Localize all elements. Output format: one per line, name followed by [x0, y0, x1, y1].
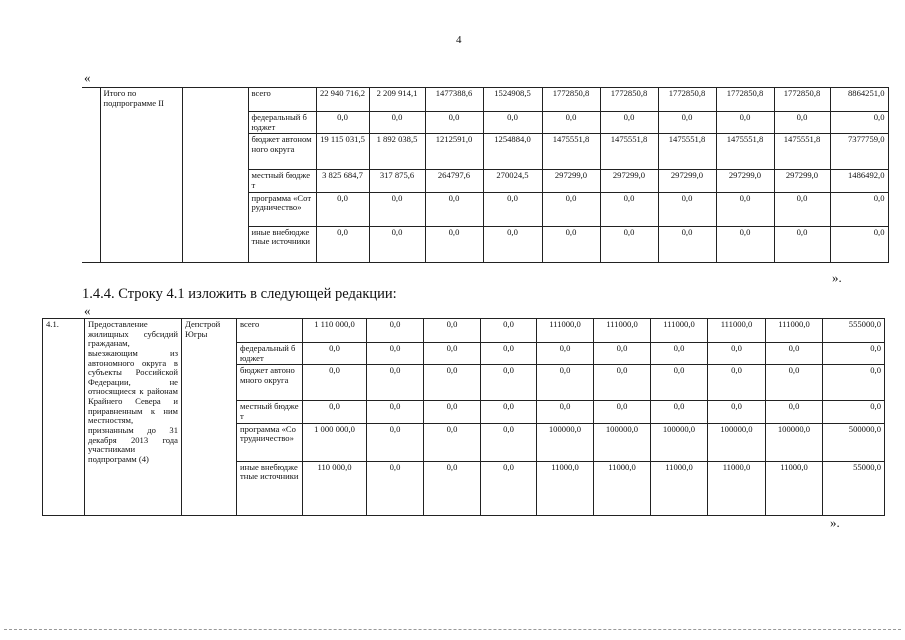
amount-cell: 0,0	[537, 365, 594, 401]
amount-cell: 1 000 000,0	[303, 423, 367, 461]
amount-cell: 0,0	[651, 365, 708, 401]
amount-cell: 0,0	[481, 461, 537, 515]
amount-cell: 0,0	[537, 401, 594, 423]
amount-cell: 0,0	[658, 226, 716, 262]
blank-executor-cell	[182, 88, 248, 263]
amount-cell: 0,0	[658, 192, 716, 226]
amount-cell: 100000,0	[766, 423, 823, 461]
amount-cell: 11000,0	[651, 461, 708, 515]
amount-cell: 0,0	[594, 401, 651, 423]
amount-cell: 0,0	[303, 401, 367, 423]
amount-cell: 0,0	[658, 112, 716, 134]
amount-cell: 0,0	[303, 343, 367, 365]
amount-cell: 0,0	[774, 112, 830, 134]
amount-cell: 0,0	[766, 343, 823, 365]
amount-cell: 0,0	[483, 192, 542, 226]
close-quote-1: ».	[832, 270, 842, 285]
amount-cell: 0,0	[424, 461, 481, 515]
amount-cell: 11000,0	[537, 461, 594, 515]
amount-cell: 0,0	[651, 401, 708, 423]
funding-source-cell: бюджет автономного округа	[237, 365, 303, 401]
funding-source-cell: федеральный бюджет	[248, 112, 316, 134]
open-quote-1: «	[84, 70, 91, 85]
amount-cell: 0,0	[830, 192, 888, 226]
amount-cell: 110 000,0	[303, 461, 367, 515]
amount-cell: 264797,6	[425, 170, 483, 192]
amount-cell: 1475551,8	[716, 134, 774, 170]
executor-label: Депстрой Югры	[182, 319, 237, 516]
amount-cell: 0,0	[369, 112, 425, 134]
amount-cell: 55000,0	[823, 461, 885, 515]
measure-description: Предоставление жилищных субсидий гражданам, выезжающим из автономного округа в субъекты Российской Федерации, не относящиеся к районам Крайнего Севера и приравненным к ним местностям, признанным до 31 декабря 2013 года участниками подпрограмм (4)	[85, 319, 182, 516]
funding-source-cell: всего	[248, 88, 316, 112]
amount-cell: 0,0	[594, 343, 651, 365]
amount-cell: 1475551,8	[658, 134, 716, 170]
amount-cell: 0,0	[774, 192, 830, 226]
amount-cell: 1 892 038,5	[369, 134, 425, 170]
table-row	[82, 88, 888, 112]
funding-source-cell: всего	[237, 319, 303, 343]
amount-cell: 0,0	[830, 112, 888, 134]
amount-cell: 0,0	[708, 401, 766, 423]
page-number: 4	[456, 34, 462, 46]
amount-cell: 111000,0	[537, 319, 594, 343]
funding-source-cell: местный бюджет	[248, 170, 316, 192]
amount-cell: 317 875,6	[369, 170, 425, 192]
amount-cell: 0,0	[483, 112, 542, 134]
funding-source-cell: программа «Сотрудничество»	[237, 423, 303, 461]
amount-cell: 111000,0	[708, 319, 766, 343]
amount-cell: 0,0	[481, 423, 537, 461]
amount-cell: 1772850,8	[774, 88, 830, 112]
amount-cell: 0,0	[367, 461, 424, 515]
amount-cell: 0,0	[716, 192, 774, 226]
amount-cell: 19 115 031,5	[316, 134, 369, 170]
amount-cell: 0,0	[367, 343, 424, 365]
amount-cell: 7377759,0	[830, 134, 888, 170]
amount-cell: 1254884,0	[483, 134, 542, 170]
amount-cell: 0,0	[537, 343, 594, 365]
funding-source-cell: иные внебюджетные источники	[237, 461, 303, 515]
amount-cell: 0,0	[367, 319, 424, 343]
funding-source-cell: местный бюджет	[237, 401, 303, 423]
close-quote-2: ».	[830, 515, 840, 530]
amount-cell: 0,0	[316, 192, 369, 226]
amount-cell: 0,0	[600, 192, 658, 226]
amount-cell: 0,0	[823, 343, 885, 365]
amount-cell: 0,0	[766, 401, 823, 423]
amount-cell: 0,0	[651, 343, 708, 365]
amount-cell: 297299,0	[542, 170, 600, 192]
amount-cell: 1477388,6	[425, 88, 483, 112]
amount-cell: 1486492,0	[830, 170, 888, 192]
amount-cell: 1772850,8	[716, 88, 774, 112]
amount-cell: 0,0	[594, 365, 651, 401]
amount-cell: 1475551,8	[600, 134, 658, 170]
funding-source-cell: иные внебюджетные источники	[248, 226, 316, 262]
amount-cell: 0,0	[774, 226, 830, 262]
amount-cell: 0,0	[830, 226, 888, 262]
amount-cell: 0,0	[483, 226, 542, 262]
amount-cell: 11000,0	[766, 461, 823, 515]
amount-cell: 0,0	[766, 365, 823, 401]
amount-cell: 8864251,0	[830, 88, 888, 112]
amount-cell: 0,0	[424, 401, 481, 423]
amount-cell: 0,0	[424, 319, 481, 343]
amount-cell: 0,0	[367, 423, 424, 461]
amount-cell: 0,0	[708, 343, 766, 365]
amount-cell: 0,0	[481, 365, 537, 401]
amount-cell: 111000,0	[651, 319, 708, 343]
amount-cell: 0,0	[425, 226, 483, 262]
amount-cell: 500000,0	[823, 423, 885, 461]
amount-cell: 2 209 914,1	[369, 88, 425, 112]
amount-cell: 297299,0	[716, 170, 774, 192]
amount-cell: 100000,0	[537, 423, 594, 461]
subprogram-total-table	[82, 87, 889, 263]
row-number: 4.1.	[43, 319, 85, 516]
amount-cell: 297299,0	[658, 170, 716, 192]
funding-source-cell: бюджет автономного округа	[248, 134, 316, 170]
amount-cell: 0,0	[425, 192, 483, 226]
amount-cell: 0,0	[542, 112, 600, 134]
amount-cell: 0,0	[716, 226, 774, 262]
funding-source-cell: федеральный бюджет	[237, 343, 303, 365]
amount-cell: 0,0	[367, 365, 424, 401]
amount-cell: 297299,0	[600, 170, 658, 192]
amount-cell: 0,0	[424, 343, 481, 365]
amount-cell: 0,0	[369, 192, 425, 226]
amount-cell: 0,0	[367, 401, 424, 423]
amount-cell: 555000,0	[823, 319, 885, 343]
amount-cell: 100000,0	[708, 423, 766, 461]
blank-number-cell	[82, 88, 100, 263]
amount-cell: 3 825 684,7	[316, 170, 369, 192]
bottom-scan-line	[4, 629, 901, 630]
amount-cell: 1212591,0	[425, 134, 483, 170]
amount-cell: 270024,5	[483, 170, 542, 192]
amount-cell: 0,0	[303, 365, 367, 401]
amount-cell: 0,0	[481, 343, 537, 365]
amount-cell: 111000,0	[594, 319, 651, 343]
amount-cell: 22 940 716,2	[316, 88, 369, 112]
amount-cell: 1475551,8	[774, 134, 830, 170]
amount-cell: 0,0	[542, 226, 600, 262]
amount-cell: 0,0	[823, 401, 885, 423]
amount-cell: 0,0	[600, 226, 658, 262]
amount-cell: 0,0	[316, 226, 369, 262]
amount-cell: 11000,0	[708, 461, 766, 515]
amount-cell: 100000,0	[594, 423, 651, 461]
amount-cell: 1475551,8	[542, 134, 600, 170]
section-heading: 1.4.4. Строку 4.1 изложить в следующей редакции:	[82, 286, 397, 302]
subprogram-label: Итого по подпрограмме II	[100, 88, 182, 263]
table-row	[43, 319, 885, 343]
amount-cell: 297299,0	[774, 170, 830, 192]
funding-source-cell: программа «Сотрудничество»	[248, 192, 316, 226]
amount-cell: 0,0	[424, 365, 481, 401]
amount-cell: 0,0	[708, 365, 766, 401]
amount-cell: 1772850,8	[600, 88, 658, 112]
amount-cell: 0,0	[425, 112, 483, 134]
amount-cell: 0,0	[481, 401, 537, 423]
amount-cell: 1772850,8	[658, 88, 716, 112]
amount-cell: 1 110 000,0	[303, 319, 367, 343]
amount-cell: 0,0	[369, 226, 425, 262]
amount-cell: 111000,0	[766, 319, 823, 343]
amount-cell: 0,0	[424, 423, 481, 461]
amount-cell: 100000,0	[651, 423, 708, 461]
amount-cell: 0,0	[316, 112, 369, 134]
open-quote-2: «	[84, 303, 91, 318]
amount-cell: 0,0	[823, 365, 885, 401]
amount-cell: 0,0	[481, 319, 537, 343]
amount-cell: 11000,0	[594, 461, 651, 515]
amount-cell: 0,0	[542, 192, 600, 226]
row-4-1-table	[42, 318, 885, 516]
amount-cell: 0,0	[716, 112, 774, 134]
amount-cell: 1524908,5	[483, 88, 542, 112]
amount-cell: 0,0	[600, 112, 658, 134]
amount-cell: 1772850,8	[542, 88, 600, 112]
